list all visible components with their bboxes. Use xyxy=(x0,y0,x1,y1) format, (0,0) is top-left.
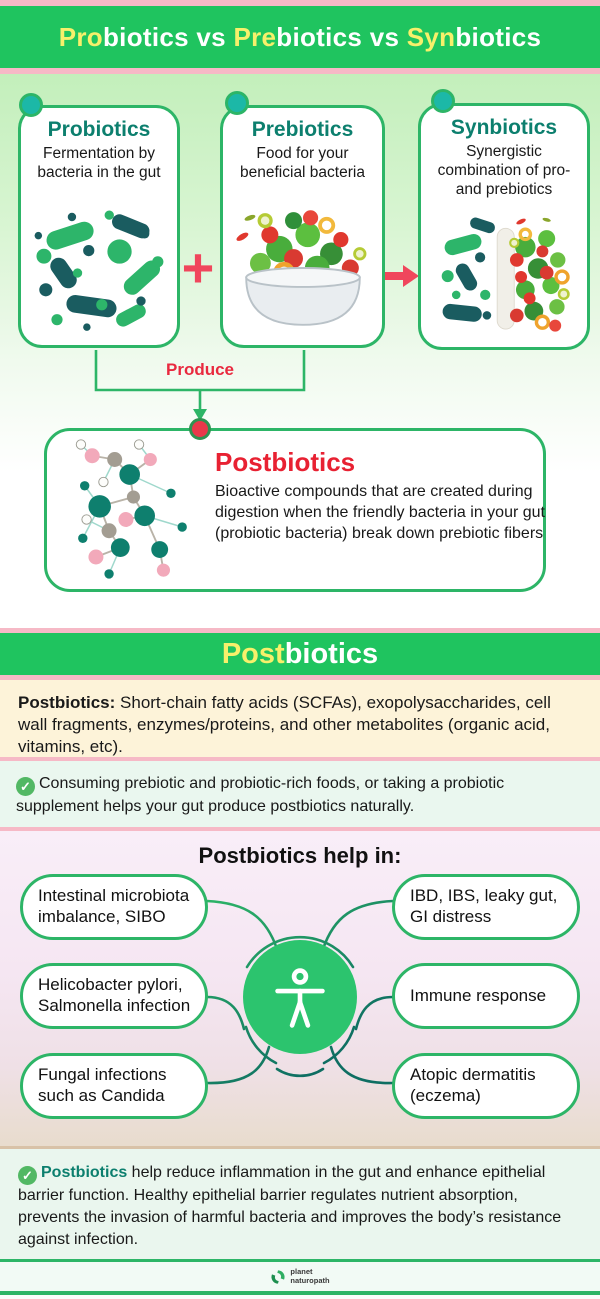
page-title: Probiotics vs Prebiotics vs Synbiotics xyxy=(58,21,542,52)
postbiotics-section-title: Postbiotics xyxy=(221,637,379,670)
synbiotics-illustration xyxy=(426,213,582,341)
plus-icon: + xyxy=(181,236,215,299)
card-corner-dot xyxy=(19,93,43,117)
footer xyxy=(0,1262,600,1291)
card-corner-dot xyxy=(225,91,249,115)
definition-term: Postbiotics: xyxy=(18,693,116,712)
bottom-note-text: help reduce inflammation in the gut and enhance epithelial barrier function. Healthy epithelial barrier regulates nutrient absorption, prevents the invasion of harmful bacteria and improves the body’s resistance against infection. xyxy=(18,1164,562,1248)
card-synbiotics-title: Synbiotics xyxy=(450,116,558,139)
help-item: Intestinal microbiota imbalance, SIBO xyxy=(20,874,208,940)
tip-text: Consuming prebiotic and probiotic-rich foods, or taking a probiotic supplement helps your gut produce postbiotics naturally. xyxy=(16,775,505,816)
card-prebiotics-title: Prebiotics xyxy=(251,118,354,141)
title-accent: Syn xyxy=(406,21,456,52)
bacteria-illustration xyxy=(29,207,169,339)
page-bottom-margin xyxy=(0,1295,600,1299)
card-synbiotics xyxy=(418,103,590,350)
top-banner xyxy=(0,0,600,74)
brand-logo-icon xyxy=(270,1269,286,1285)
card-probiotics xyxy=(18,105,180,348)
card-corner-dot xyxy=(431,89,455,113)
help-item: Immune response xyxy=(392,963,580,1029)
postbiotics-section-banner xyxy=(0,628,600,680)
tip-block xyxy=(0,761,600,827)
person-icon xyxy=(267,964,333,1030)
produce-label: Produce xyxy=(165,360,235,379)
card-postbiotics xyxy=(44,428,546,592)
help-heading: Postbiotics help in: xyxy=(198,843,402,868)
bottom-note-term: Postbiotics xyxy=(41,1164,128,1181)
postbiotics-card-desc: Bioactive compounds that are created during digestion when the friendly bacteria in your gut (probiotic bacteria) break down prebiotic fibers xyxy=(215,483,545,542)
arrow-right-icon xyxy=(385,265,419,287)
help-item: Helicobacter pylori, Salmonella infection xyxy=(20,963,208,1029)
check-icon: ✓ xyxy=(16,777,35,796)
postbiotics-card-title: Postbiotics xyxy=(215,447,356,477)
bottom-note xyxy=(0,1149,600,1259)
salad-bowl-illustration xyxy=(227,197,379,339)
card-probiotics-title: Probiotics xyxy=(47,118,151,141)
card-prebiotics-desc: Food for your beneficial bacteria xyxy=(240,145,365,182)
definition-text: Short-chain fatty acids (SCFAs), exopolysaccharides, cell wall fragments, enzymes/proteins, and other metabolites (organic acid, vitamins, etc). xyxy=(18,693,551,757)
card-probiotics-desc: Fermentation by bacteria in the gut xyxy=(37,145,161,182)
produce-node-dot xyxy=(189,418,211,440)
title-accent: Pro xyxy=(58,21,103,52)
title-accent: Pre xyxy=(233,21,277,52)
help-item: Fungal infections such as Candida xyxy=(20,1053,208,1119)
card-synbiotics-desc: Synergistic combination of pro- and prebiotics xyxy=(437,143,571,199)
help-item: IBD, IBS, leaky gut, GI distress xyxy=(392,874,580,940)
check-icon: ✓ xyxy=(18,1166,37,1185)
body-circle xyxy=(243,940,357,1054)
top-banner-green xyxy=(0,6,600,68)
help-item: Atopic dermatitis (eczema) xyxy=(392,1053,580,1119)
definition-block xyxy=(0,680,600,757)
molecule-illustration xyxy=(55,437,210,587)
help-section xyxy=(0,831,600,1146)
brand-name: planet naturopath xyxy=(290,1267,330,1285)
title-accent: Post xyxy=(221,637,285,670)
card-prebiotics xyxy=(220,105,385,348)
